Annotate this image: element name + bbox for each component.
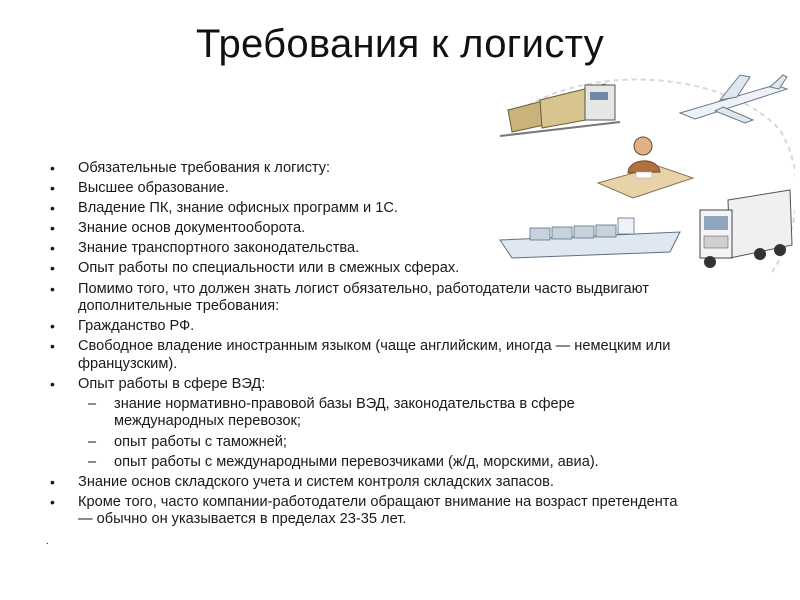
sub-list-item: – опыт работы с таможней; [48,434,688,452]
list-item: • Знание транспортного законодательства. [48,240,688,258]
list-item: • Свободное владение иностранным языком (чаще английским, иногда — немецким или французским). [48,338,688,373]
list-item: • Обязательные требования к логисту: [48,160,688,178]
list-item: • Знание основ документооборота. [48,220,688,238]
list-item: • Опыт работы в сфере ВЭД: [48,376,688,394]
sub-list-item: – опыт работы с международными перевозчиками (ж/д, морскими, авиа). [48,454,688,472]
airplane-icon [680,75,787,123]
slide-title: Требования к логисту [196,22,604,66]
requirements-list [48,160,688,531]
list-item: • Помимо того, что должен знать логист обязательно, работодатели часто выдвигают дополнительные требования: [48,281,688,316]
list-item: • Высшее образование. [48,180,688,198]
train-icon [500,84,620,136]
list-item: • Владение ПК, знание офисных программ и 1С. [48,200,688,218]
list-item: • Кроме того, часто компании-работодатели обращают внимание на возраст претендента — обычно он указывается в пределах 23-35 лет. [48,494,688,529]
trailing-mark: . [46,536,49,547]
truck-icon [700,190,792,268]
list-item: • Опыт работы по специальности или в смежных сферах. [48,260,688,278]
sub-list-item: – знание нормативно-правовой базы ВЭД, законодательства в сфере международных перевозок; [48,396,688,431]
list-item: • Знание основ складского учета и систем контроля складских запасов. [48,474,688,492]
list-item: • Гражданство РФ. [48,318,688,336]
